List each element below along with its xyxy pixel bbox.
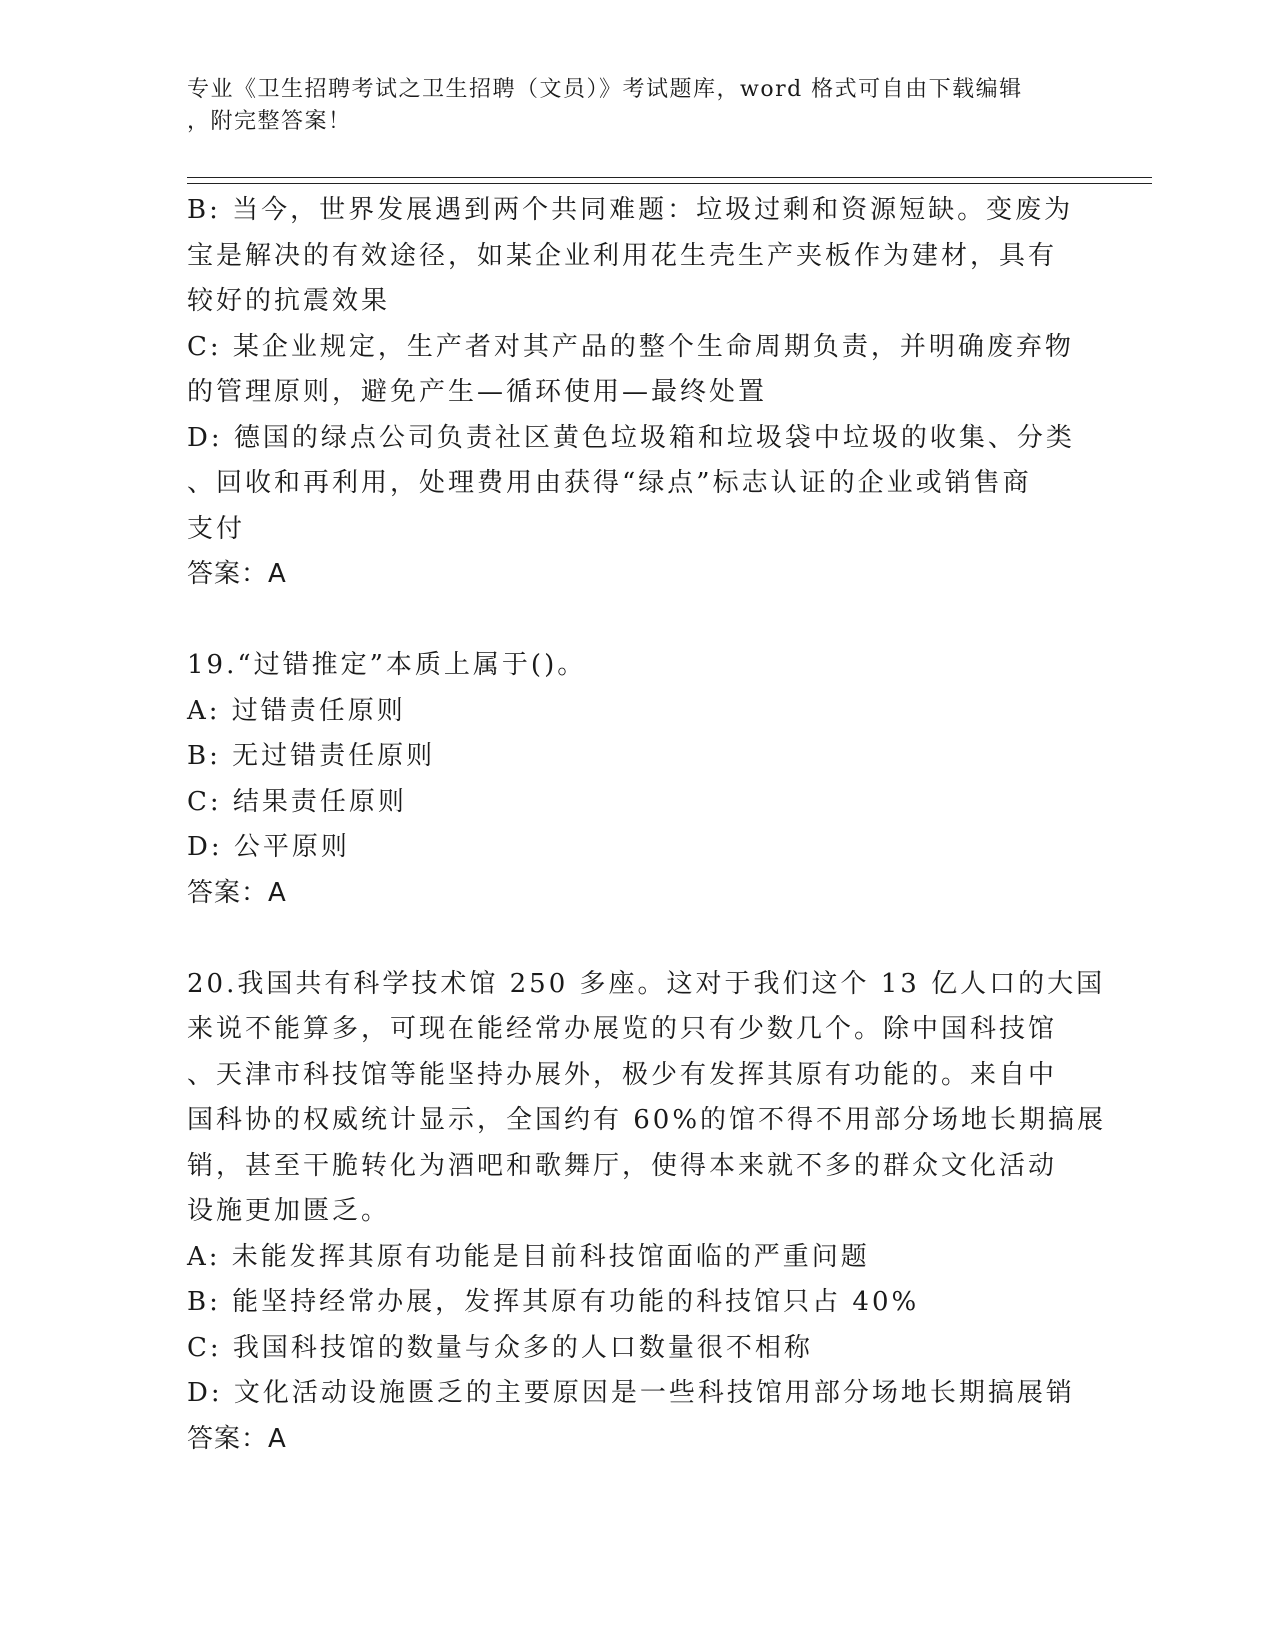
q20-option-d: D: 文化活动设施匮乏的主要原因是一些科技馆用部分场地长期搞展销 <box>187 1378 1075 1408</box>
q19-option-c: C: 结果责任原则 <box>187 786 407 817</box>
question-content <box>187 188 1107 1462</box>
q19-option-b: B: 无过错责任原则 <box>187 741 436 771</box>
header-rule-bottom <box>187 183 1152 184</box>
header-line-2: ，附完整答案！ <box>187 109 352 134</box>
q18-option-d-line-2: 、回收和再利用，处理费用由获得“绿点”标志认证的企业或销售商 <box>187 468 1032 498</box>
question-20 <box>187 962 1107 1463</box>
q20-stem-line-3: 、天津市科技馆等能坚持办展外，极少有发挥其原有功能的。来自中 <box>187 1059 1058 1090</box>
q18-option-b-line-1: B: 当今，世界发展遇到两个共同难题：垃圾过剩和资源短缺。变废为 <box>187 195 1074 225</box>
question-18-tail <box>187 188 1087 598</box>
q20-option-b: B: 能坚持经常办展，发挥其原有功能的科技馆只占 40% <box>187 1287 920 1317</box>
q20-stem-line-1: 20.我国共有科学技术馆 250 多座。这对于我们这个 13 亿人口的大国 <box>187 968 1106 999</box>
q19-option-a: A: 过错责任原则 <box>187 695 406 726</box>
q18-answer: 答案：A <box>187 559 287 589</box>
q18-option-d-line-3: 支付 <box>187 513 246 544</box>
header-line-1: 专业《卫生招聘考试之卫生招聘（文员）》考试题库，word 格式可自由下载编辑 <box>187 77 1023 102</box>
q20-stem-line-6: 设施更加匮乏。 <box>187 1196 391 1226</box>
q18-option-c-line-2: 的管理原则，避免产生—循环使用—最终处置 <box>187 377 768 407</box>
header-rule-top <box>187 177 1152 178</box>
spacer <box>187 598 1087 644</box>
q18-option-c-line-1: C: 某企业规定，生产者对其产品的整个生命周期负责，并明确废弃物 <box>187 331 1074 362</box>
q20-option-a: A: 未能发挥其原有功能是目前科技馆面临的严重问题 <box>187 1241 870 1272</box>
q20-stem-line-4: 国科协的权威统计显示，全国约有 60%的馆不得不用部分场地长期搞展 <box>187 1105 1107 1135</box>
question-19 <box>187 643 1087 916</box>
q20-stem-line-5: 销，甚至干脆转化为酒吧和歌舞厅，使得本来就不多的群众文化活动 <box>187 1150 1058 1181</box>
q20-stem-line-2: 来说不能算多，可现在能经常办展览的只有少数几个。除中国科技馆 <box>187 1014 1058 1044</box>
q20-option-c: C: 我国科技馆的数量与众多的人口数量很不相称 <box>187 1332 813 1363</box>
q20-answer: 答案：A <box>187 1423 287 1454</box>
q19-answer: 答案：A <box>187 877 287 908</box>
q19-option-d: D: 公平原则 <box>187 832 350 862</box>
q18-option-b-line-3: 较好的抗震效果 <box>187 286 391 316</box>
q18-option-d-line-1: D: 德国的绿点公司负责社区黄色垃圾箱和垃圾袋中垃圾的收集、分类 <box>187 422 1075 453</box>
q18-option-b-line-2: 宝是解决的有效途径，如某企业利用花生壳生产夹板作为建材，具有 <box>187 240 1058 271</box>
q19-stem: 19.“过错推定”本质上属于()。 <box>187 650 587 680</box>
document-header <box>187 74 1087 138</box>
spacer <box>187 916 1087 962</box>
